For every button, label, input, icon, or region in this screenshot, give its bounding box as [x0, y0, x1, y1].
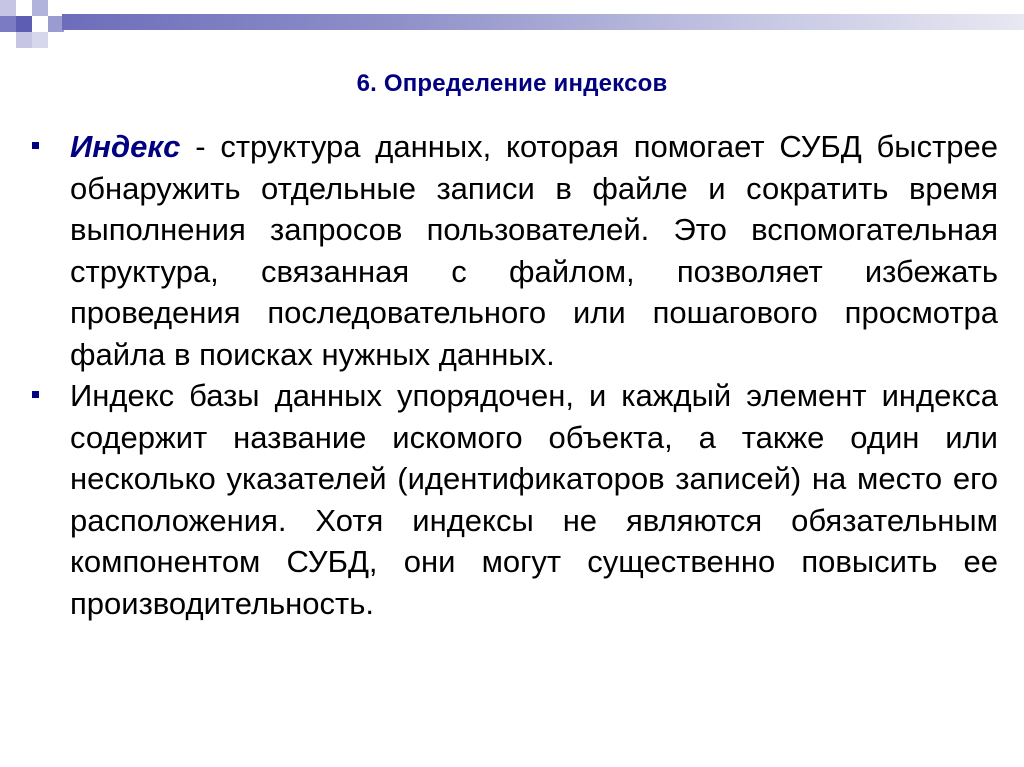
- deco-square: [32, 0, 48, 16]
- bullet-list: [30, 126, 998, 624]
- item-text: Индекс базы данных упорядочен, и каждый элемент индекса содержит название искомого объекта, а также один или несколько указателей (идентификаторов записей) на место его расположения. Хотя индексы не являются обязательным компонентом СУБД, они могут существенно повысить ее производительность.: [70, 378, 998, 621]
- deco-square: [16, 0, 32, 16]
- term-label: Индекс: [70, 129, 181, 164]
- deco-square: [16, 16, 32, 32]
- list-item: [30, 126, 998, 375]
- deco-square: [32, 32, 48, 48]
- header-bar: [62, 14, 1024, 30]
- decorative-squares: [0, 0, 90, 60]
- deco-square: [0, 16, 16, 32]
- deco-square: [0, 32, 16, 48]
- list-item: [30, 375, 998, 624]
- bullet-icon: [32, 391, 39, 398]
- deco-square: [32, 16, 48, 32]
- deco-square: [16, 32, 32, 48]
- bullet-icon: [32, 142, 39, 149]
- slide-title: 6. Определение индексов: [356, 70, 668, 97]
- deco-square: [48, 32, 64, 48]
- deco-square: [0, 0, 16, 16]
- item-text: - структура данных, которая помогает СУБД быстрее обнаружить отдельные записи в файле и сократить время выполнения запросов пользователей. Это вспомогательная структура, связанная с файлом, позволяет избежать проведения последовательного или пошагового просмотра файла в поисках нужных данных.: [70, 129, 998, 372]
